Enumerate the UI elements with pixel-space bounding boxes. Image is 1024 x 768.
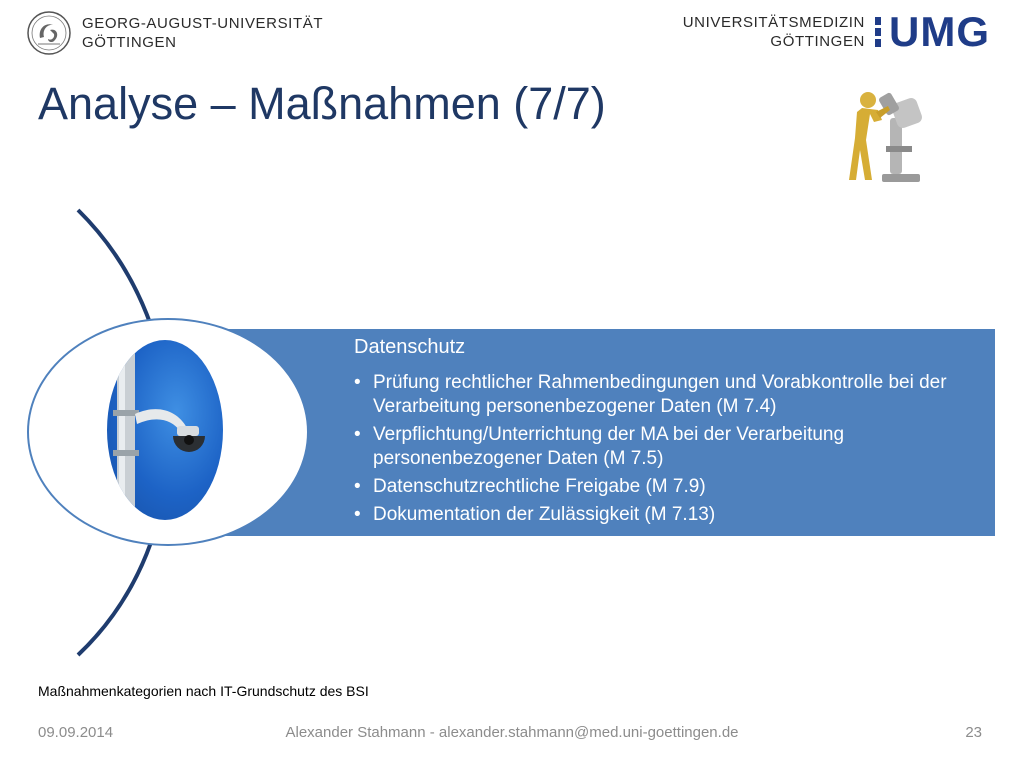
university-name-line2: GÖTTINGEN [82,34,177,51]
footer-author: Alexander Stahmann - alexander.stahmann@med.uni-goettingen.de [285,724,739,741]
list-item: • Verpflichtung/Unterrichtung der MA bei der Verarbeitung personenbezogener Daten (M 7.5) [354,423,984,471]
list-item: • Prüfung rechtlicher Rahmenbedingungen und Vorabkontrolle bei der Verarbeitung personenbezogener Daten (M 7.4) [354,371,984,419]
university-name-line1: GEORG-AUGUST-UNIVERSITÄT [82,15,324,32]
umg-logo: UMG [889,8,990,55]
camera-icon [107,340,223,520]
surveillance-camera-photo [107,340,223,520]
list-item: • Datenschutzrechtliche Freigabe (M 7.9) [354,475,984,499]
page-number: 23 [965,724,982,741]
footer-date: 09.09.2014 [38,724,114,741]
source-caption: Maßnahmenkategorien nach IT-Grundschutz des BSI [38,683,369,699]
measures-list [354,371,984,527]
panel-content [354,333,984,531]
umg-name-line1: UNIVERSITÄTSMEDIZIN [682,14,865,31]
umg-name-line2: GÖTTINGEN [770,33,865,50]
slide-title: Analyse – Maßnahmen (7/7) [38,78,606,129]
panel-heading: Datenschutz [354,336,466,358]
list-item: • Dokumentation der Zulässigkeit (M 7.13) [354,503,984,527]
